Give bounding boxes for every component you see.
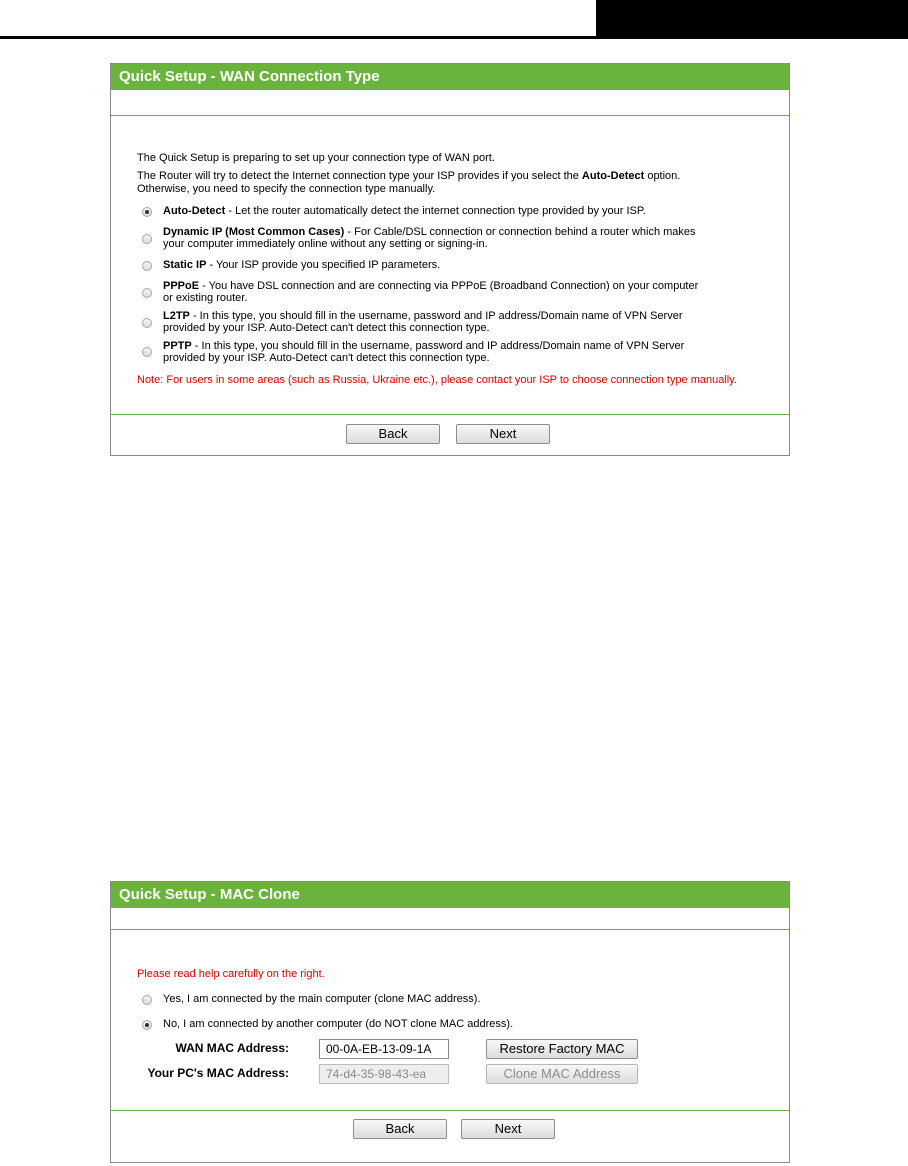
description-line2: Otherwise, you need to specify the connection type manually. bbox=[137, 183, 436, 195]
option-label: - Let the router automatically detect the internet connection type provided by your ISP. bbox=[225, 205, 646, 217]
option-label: - In this type, you should fill in the username, password and IP address/Domain name of VPN Server bbox=[191, 340, 685, 352]
radio-pptp[interactable] bbox=[142, 347, 152, 357]
wan-connection-type-panel bbox=[110, 63, 790, 456]
clone-mac-button: Clone MAC Address bbox=[486, 1064, 638, 1084]
radio-auto-detect[interactable] bbox=[142, 207, 152, 217]
header-block bbox=[596, 0, 908, 38]
manual-type-note: Note: For users in some areas (such as Russia, Ukraine etc.), please contact your ISP to choose connection type manually. bbox=[137, 374, 737, 386]
option-clone-mac[interactable]: Yes, I am connected by the main computer (clone MAC address). bbox=[163, 993, 481, 1005]
option-static-ip[interactable] bbox=[163, 259, 763, 271]
page-header bbox=[0, 0, 908, 40]
option-l2tp[interactable] bbox=[163, 310, 763, 334]
back-button[interactable]: Back bbox=[353, 1119, 447, 1139]
option-label: - Your ISP provide you specified IP parameters. bbox=[206, 259, 441, 271]
radio-pppoe[interactable] bbox=[142, 288, 152, 298]
wan-mac-input[interactable]: 00-0A-EB-13-09-1A bbox=[319, 1039, 449, 1059]
panel-footer-divider bbox=[111, 414, 789, 415]
option-auto-detect[interactable] bbox=[163, 205, 763, 217]
header-rule bbox=[0, 36, 908, 39]
option-label-line2: provided by your ISP. Auto-Detect can't detect this connection type. bbox=[163, 322, 490, 334]
radio-dynamic-ip[interactable] bbox=[142, 234, 152, 244]
option-no-clone-mac[interactable]: No, I am connected by another computer (do NOT clone MAC address). bbox=[163, 1018, 514, 1030]
option-label-bold: Auto-Detect bbox=[163, 205, 226, 217]
option-label-line2: your computer immediately online without any setting or signing-in. bbox=[163, 238, 488, 250]
restore-factory-mac-button[interactable]: Restore Factory MAC bbox=[486, 1039, 638, 1059]
radio-clone-mac[interactable] bbox=[142, 995, 152, 1005]
radio-l2tp[interactable] bbox=[142, 318, 152, 328]
option-label-bold: Static IP bbox=[163, 259, 207, 271]
panel-footer-divider bbox=[111, 1110, 789, 1111]
option-label-bold: L2TP bbox=[163, 310, 190, 322]
pc-mac-label: Your PC's MAC Address: bbox=[147, 1066, 289, 1080]
wan-mac-label: WAN MAC Address: bbox=[175, 1041, 289, 1055]
option-label-bold: PPPoE bbox=[163, 280, 200, 292]
radio-no-clone-mac[interactable] bbox=[142, 1020, 152, 1030]
description-bold: Auto-Detect bbox=[581, 170, 645, 182]
description-part2: option. bbox=[644, 170, 681, 182]
option-label: - For Cable/DSL connection or connection behind a router which makes bbox=[344, 226, 696, 238]
panel-title: Quick Setup - MAC Clone bbox=[111, 882, 789, 908]
option-label-bold: PPTP bbox=[163, 340, 192, 352]
option-label-line2: or existing router. bbox=[163, 292, 248, 304]
option-dynamic-ip[interactable] bbox=[163, 226, 763, 250]
panel-divider bbox=[111, 115, 789, 116]
option-label-bold: Dynamic IP (Most Common Cases) bbox=[163, 226, 345, 238]
option-label: - You have DSL connection and are connecting via PPPoE (Broadband Connection) on your computer bbox=[199, 280, 699, 292]
option-label-line2: provided by your ISP. Auto-Detect can't detect this connection type. bbox=[163, 352, 490, 364]
next-button[interactable]: Next bbox=[461, 1119, 555, 1139]
description-part1: The Router will try to detect the Internet connection type your ISP provides if you select the bbox=[137, 170, 582, 182]
option-pptp[interactable] bbox=[163, 340, 763, 364]
option-label: - In this type, you should fill in the username, password and IP address/Domain name of VPN Server bbox=[189, 310, 683, 322]
pc-mac-input: 74-d4-35-98-43-ea bbox=[319, 1064, 449, 1084]
option-pppoe[interactable] bbox=[163, 280, 763, 304]
next-button[interactable]: Next bbox=[456, 424, 550, 444]
intro-text: The Quick Setup is preparing to set up your connection type of WAN port. bbox=[137, 152, 495, 164]
panel-title: Quick Setup - WAN Connection Type bbox=[111, 64, 789, 90]
help-note: Please read help carefully on the right. bbox=[137, 968, 325, 980]
panel-divider bbox=[111, 929, 789, 930]
mac-clone-panel bbox=[110, 881, 790, 1163]
back-button[interactable]: Back bbox=[346, 424, 440, 444]
radio-static-ip[interactable] bbox=[142, 261, 152, 271]
description-text bbox=[137, 170, 777, 196]
